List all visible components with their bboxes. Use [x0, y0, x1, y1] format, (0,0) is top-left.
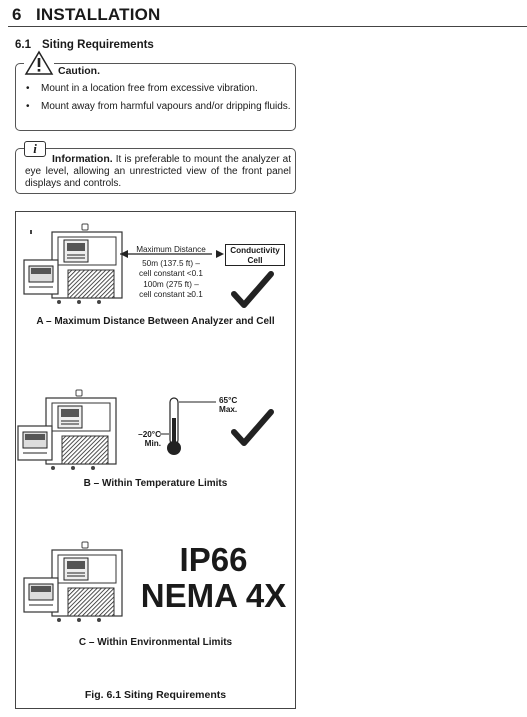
caution-list: [25, 83, 291, 119]
nema-rating: NEMA 4X: [140, 577, 287, 614]
panel-c-caption: C – Within Environmental Limits: [78, 637, 233, 648]
distance-heading: Maximum Distance: [136, 245, 206, 254]
figure-caption: Fig. 6.1 Siting Requirements: [84, 689, 227, 701]
min-temperature-label: [133, 430, 161, 448]
max-temperature-label: [219, 396, 237, 414]
information-box: [15, 141, 296, 194]
subsection-number: 6.1: [15, 39, 31, 51]
panel-b-caption: B – Within Temperature Limits: [83, 478, 228, 489]
information-paragraph: [25, 153, 291, 190]
information-text: It is preferable to mount the analyzer at eye level, allowing an unrestricted view of the front panel displays and controls.: [25, 154, 291, 189]
analyzer-device-c: [24, 542, 122, 622]
caution-label: Caution.: [58, 65, 100, 77]
caution-item: • Mount in a location free from excessive vibration.: [25, 83, 291, 95]
analyzer-device-a: [24, 224, 122, 304]
min-label: Min.: [144, 439, 161, 448]
section-number: 6: [12, 5, 22, 24]
siting-figure: [15, 211, 296, 709]
ip-rating: IP66: [179, 541, 248, 578]
caution-box: [15, 63, 296, 131]
max-label: Max.: [219, 405, 238, 414]
section-divider: [8, 26, 527, 27]
distance-line: cell constant <0.1: [139, 269, 203, 278]
analyzer-device-b: [18, 390, 116, 470]
information-icon: i: [24, 141, 46, 157]
distance-line: cell constant ≥0.1: [139, 290, 203, 299]
warning-triangle-icon: [24, 50, 54, 76]
max-temp: 65°C: [219, 396, 238, 405]
section-heading: [12, 5, 161, 25]
thermometer-icon: [160, 398, 216, 455]
conductivity-cell-box: [225, 244, 285, 266]
information-label: Information.: [52, 153, 113, 165]
caution-item: • Mount away from harmful vapours and/or dripping fluids.: [25, 101, 291, 113]
maximum-distance-text: [126, 245, 216, 301]
cell-label-line2: Cell: [247, 255, 263, 265]
subsection-title: Siting Requirements: [42, 39, 154, 51]
min-temp: –20°C: [138, 430, 161, 439]
distance-line: 50m (137.5 ft) –: [142, 258, 200, 268]
section-title: INSTALLATION: [36, 5, 161, 24]
cell-label-line1: Conductivity: [230, 246, 280, 255]
panel-a-caption: A – Maximum Distance Between Analyzer and Cell: [36, 316, 275, 327]
distance-line: 100m (275 ft) –: [143, 279, 199, 289]
